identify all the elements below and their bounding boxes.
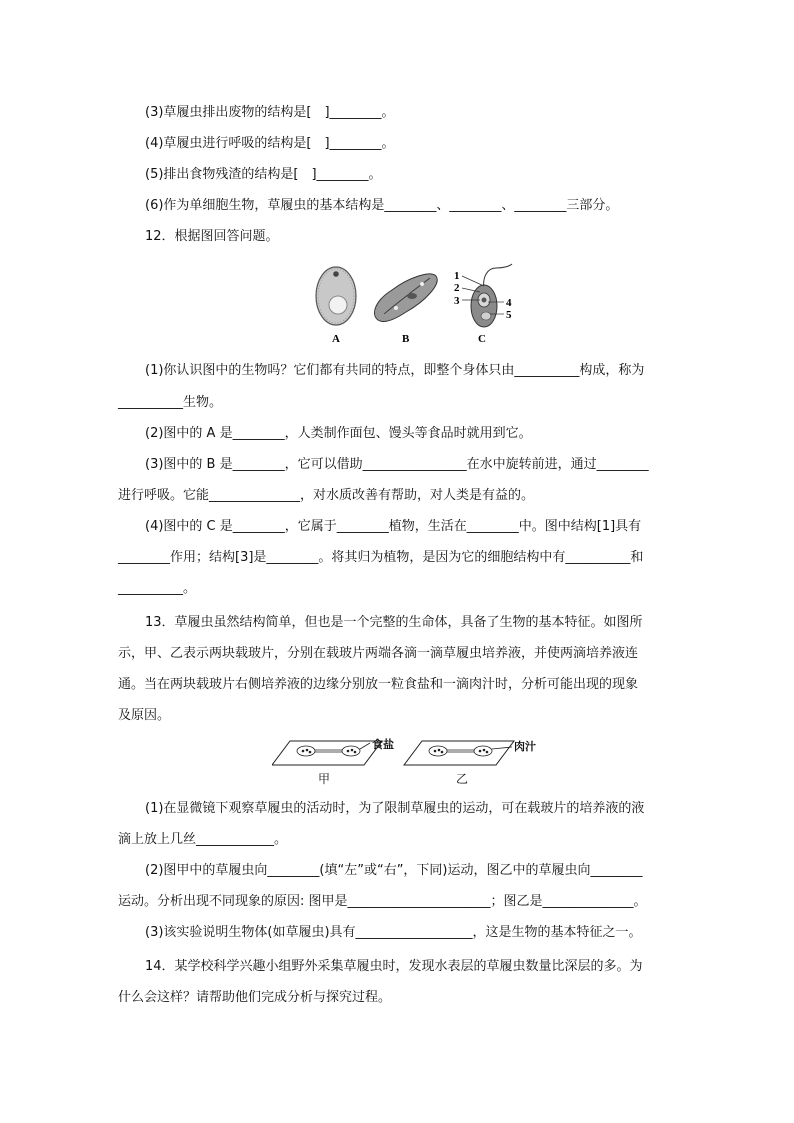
slide-yi — [404, 741, 514, 765]
q12-part1-cont: __________生物。 — [118, 395, 223, 410]
label-jia: 甲 — [318, 772, 331, 786]
q12-part2: (2)图中的 A 是________，人类制作面包、馒头等食品时就用到它。 — [145, 426, 532, 441]
q13-intro-4: 及原因。 — [118, 708, 171, 723]
q14-intro-1: 14．某学校科学兴趣小组野外采集草履虫时，发现水表层的草履虫数量比深层的多。为 — [145, 959, 643, 974]
q13-part1: (1)在显微镜下观察草履虫的活动时，为了限制草履虫的运动，可在载玻片的培养液的液 — [145, 801, 645, 816]
yeast-cell-illustration — [316, 267, 356, 325]
label-b: B — [402, 333, 410, 345]
q13-part2-cont: 运动。分析出现不同现象的原因: 图甲是______________________；图乙是______________。 — [118, 894, 647, 909]
q13-part2: (2)图甲中的草履虫向________(填“左”或“右”，下同)运动，图乙中的草履虫向________ — [145, 863, 643, 878]
q11-part5: (5)排出食物残渣的结构是[ ]________。 — [145, 167, 382, 182]
part-label-5: 5 — [506, 309, 512, 321]
juice-label: 肉汁 — [514, 740, 536, 753]
q12-part4-cont2: __________。 — [118, 581, 197, 596]
q11-part3: (3)草履虫排出废物的结构是[ ]________。 — [145, 105, 395, 120]
q13-figure — [272, 735, 562, 787]
label-a: A — [332, 333, 340, 345]
part-label-2: 2 — [454, 282, 460, 294]
q11-part6: (6)作为单细胞生物，草履虫的基本结构是________、________、________三部分。 — [145, 198, 619, 213]
part-label-1: 1 — [454, 270, 460, 282]
slide-jia — [272, 741, 382, 765]
paramecium-illustration — [374, 274, 437, 322]
q13-part3: (3)该实验说明生物体(如草履虫)具有__________________，这是生物的基本特征之一。 — [145, 925, 642, 940]
q12-part4-cont: ________作用；结构[3]是________。将其归为植物，是因为它的细胞结构中有__________和 — [118, 550, 644, 565]
q13-intro-2: 示，甲、乙表示两块载玻片，分别在载玻片两端各滴一滴草履虫培养液，并使两滴培养液连 — [118, 646, 639, 661]
q13-part1-cont: 滴上放上几丝____________。 — [118, 832, 288, 847]
euglena-illustration — [462, 264, 512, 327]
q12-part1: (1)你认识图中的生物吗？它们都有共同的特点，即整个身体只由__________构成，称为 — [145, 363, 645, 378]
q12-figure — [300, 262, 530, 346]
label-c: C — [478, 333, 486, 345]
q11-part4: (4)草履虫进行呼吸的结构是[ ]________。 — [145, 136, 395, 151]
part-label-3: 3 — [454, 295, 460, 307]
q13-intro-3: 通。当在两块载玻片右侧培养液的边缘分别放一粒食盐和一滴肉汁时，分析可能出现的现象 — [118, 677, 639, 692]
q13-intro-1: 13．草履虫虽然结构简单，但也是一个完整的生命体，具备了生物的基本特征。如图所 — [145, 615, 643, 630]
part-label-4: 4 — [506, 297, 512, 309]
q12-part4: (4)图中的 C 是________，它属于________植物，生活在________中。图中结构[1]具有 — [145, 519, 642, 534]
label-yi: 乙 — [456, 772, 469, 786]
q12-part3: (3)图中的 B 是________，它可以借助________________在水中旋转前进，通过________ — [145, 457, 649, 472]
q12-heading: 12．根据图回答问题。 — [145, 229, 279, 244]
q14-intro-2: 什么会这样？请帮助他们完成分析与探究过程。 — [118, 990, 392, 1005]
salt-label: 食盐 — [372, 738, 394, 751]
q12-part3-cont: 进行呼吸。它能______________，对水质改善有帮助，对人类是有益的。 — [118, 488, 535, 503]
